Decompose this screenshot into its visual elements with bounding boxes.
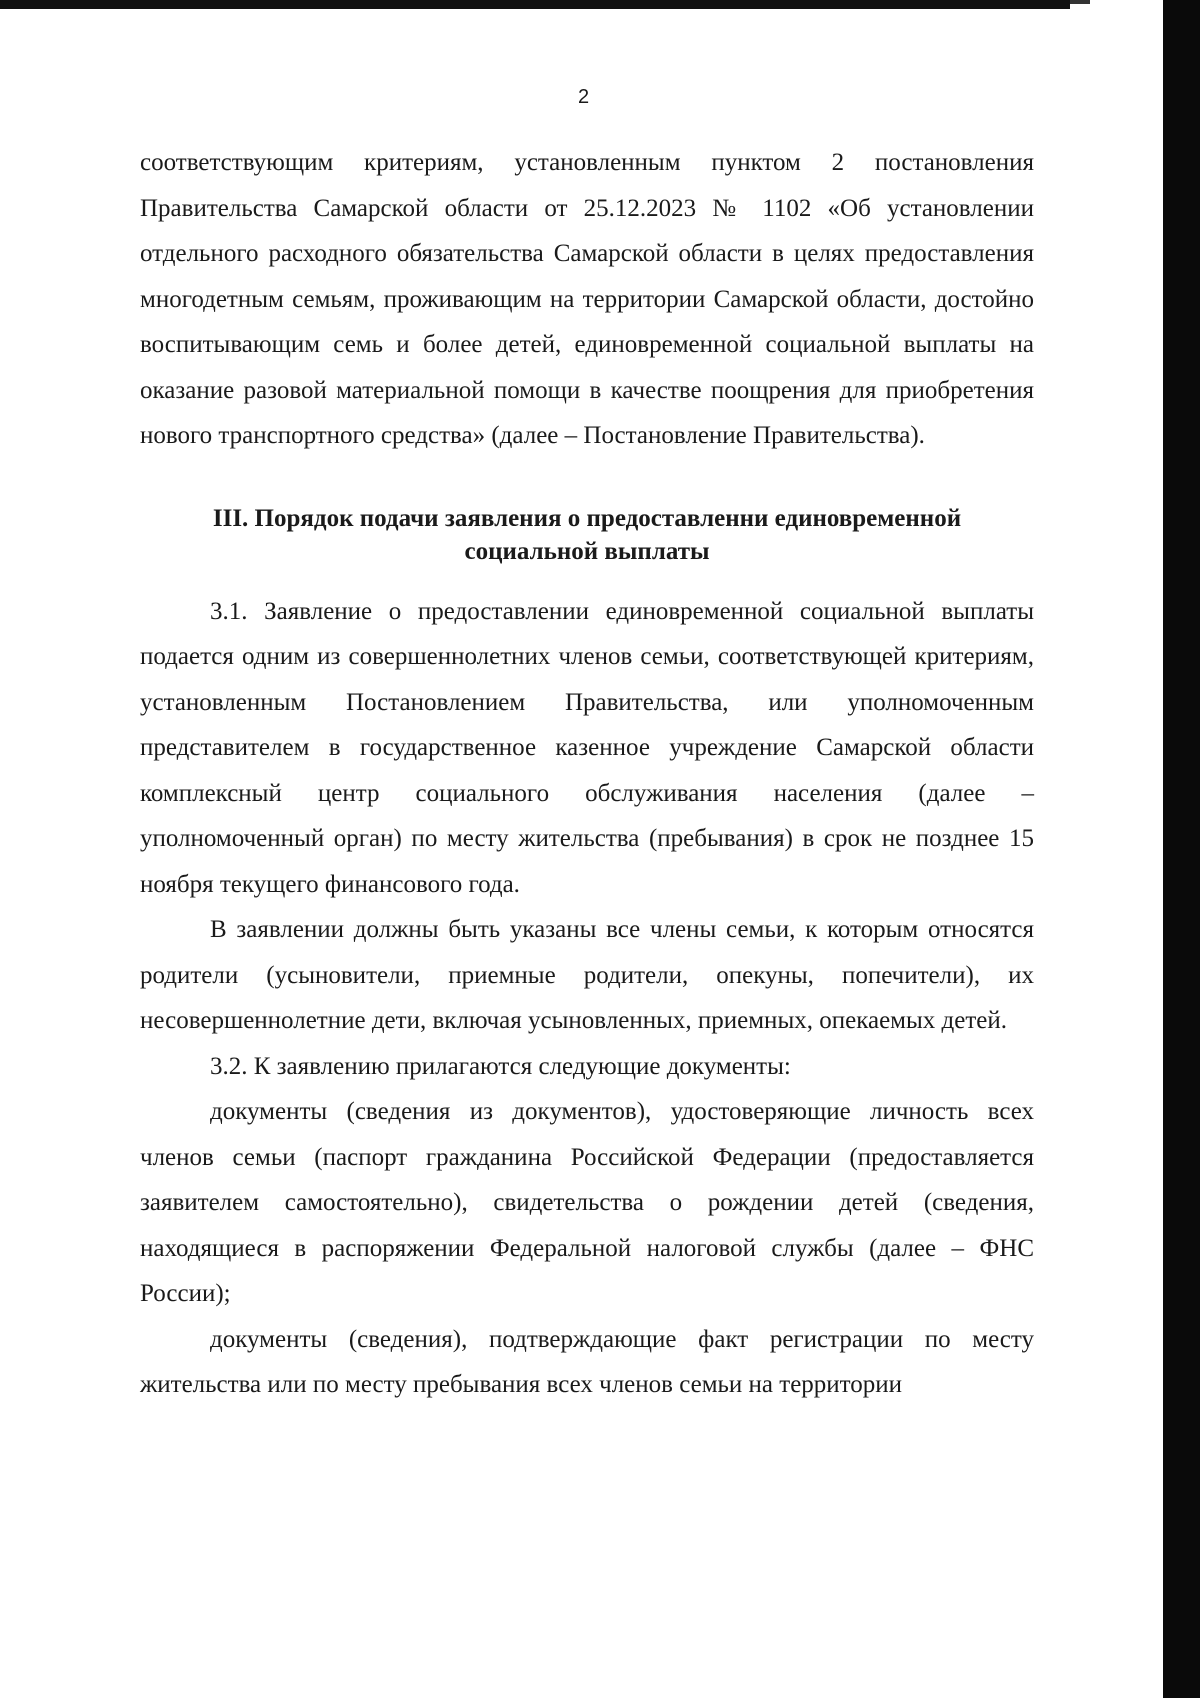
scan-border-top <box>0 0 1070 9</box>
paragraph-registration-documents: документы (сведения), подтверждающие факт регистрации по месту жительства или по месту пребывания всех членов семьи на территории <box>140 1325 1034 1398</box>
scan-border-right <box>1163 0 1200 1698</box>
section-heading-line-2: социальной выплаты <box>464 537 710 565</box>
section-heading-line-1: III. Порядок подачи заявления о предоставленни единовременной <box>212 504 962 532</box>
document-body <box>140 140 1034 1408</box>
paragraph-continuation: соответствующим критериям, установленным пунктом 2 постановления Правительства Самарской области от 25.12.2023 № 1102 «Об установлении отдельного расходного обязательства Самарской области в целях предоставления многодетным семьям, проживающим на территории Самарской области, достойно воспитывающим семь и более детей, единовременной социальной выплаты на оказание разовой материальной помощи в качестве поощрения для приобретения нового транспортного средства» (далее – Постановление Правительства). <box>140 149 1034 449</box>
section-heading <box>140 502 1034 568</box>
paragraph-family-members: В заявлении должны быть указаны все члены семьи, к которым относятся родители (усыновители, приемные родители, опекуны, попечители), их несовершеннолетние дети, включая усыновленных, приемных, опекаемых детей. <box>140 916 1034 1034</box>
scan-border-top-fragment <box>1070 0 1090 4</box>
paragraph-identity-documents: документы (сведения из документов), удостоверяющие личность всех членов семьи (паспорт гражданина Российской Федерации (предоставляется заявителем самостоятельно), свидетельства о рождении детей (сведения, находящиеся в распоряжении Федеральной налоговой службы (далее – ФНС России); <box>140 1098 1034 1307</box>
paragraph-3-1: 3.1. Заявление о предоставлении единовременной социальной выплаты подается одним из совершеннолетних членов семьи, соответствующей критериям, установленным Постановлением Правительства, или уполномоченным представителем в государственное казенное учреждение Самарской области комплексный центр социального обслуживания населения (далее – уполномоченный орган) по месту жительства (пребывания) в срок не позднее 15 ноября текущего финансового года. <box>140 597 1034 898</box>
paragraph-3-2: 3.2. К заявлению прилагаются следующие документы: <box>210 1052 791 1080</box>
page-number: 2 <box>577 86 590 108</box>
